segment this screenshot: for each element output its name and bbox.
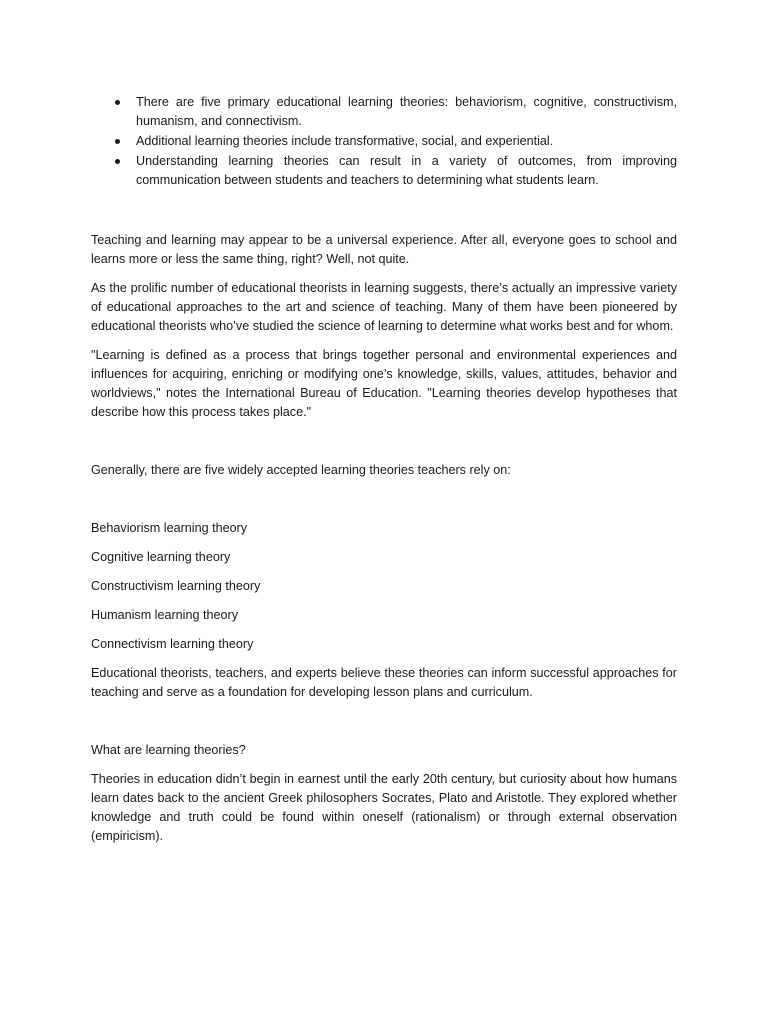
theory-item: Constructivism learning theory (91, 579, 261, 593)
bullet-item (91, 93, 677, 131)
key-points-list (91, 93, 677, 190)
document-body (91, 93, 677, 846)
history-paragraph: Theories in education didn’t begin in earnest until the early 20th century, but curiosity about how humans learn dates back to the ancient Greek philosophers Socrates, Plato and Aristotle. They explored whether knowledge and truth could be found within oneself (rationalism) or through external observation (empiricism). (91, 772, 677, 843)
theory-item: Cognitive learning theory (91, 550, 231, 564)
theorists-paragraph: Educational theorists, teachers, and experts believe these theories can inform successful approaches for teaching and serve as a foundation for developing lesson plans and curriculum. (91, 666, 677, 699)
intro-paragraph: Teaching and learning may appear to be a universal experience. After all, everyone goes to school and learns more or less the same thing, right? Well, not quite. (91, 233, 677, 266)
variety-paragraph: As the prolific number of educational theorists in learning suggests, there’s actually an impressive variety of educational approaches to the art and science of teaching. Many of them have been pioneered by educational theorists who’ve studied the science of learning to determine what works best and for whom. (91, 281, 677, 333)
section-question: What are learning theories? (91, 743, 246, 757)
bullet-dot-icon (115, 159, 120, 164)
generally-paragraph: Generally, there are five widely accepted learning theories teachers rely on: (91, 463, 511, 477)
bullet-item (91, 132, 677, 151)
bullet-text: Additional learning theories include transformative, social, and experiential. (136, 134, 554, 148)
bullet-item (91, 152, 677, 190)
quote-paragraph: "Learning is defined as a process that brings together personal and environmental experiences and influences for acquiring, enriching or modifying one’s knowledge, skills, values, attitudes, behavior and worldviews," notes the International Bureau of Education. "Learning theories develop hypotheses that describe how this process takes place." (91, 348, 677, 419)
bullet-dot-icon (115, 139, 120, 144)
bullet-text: Understanding learning theories can result in a variety of outcomes, from improving communication between students and teachers to determining what students learn. (136, 154, 677, 187)
bullet-text: There are five primary educational learning theories: behaviorism, cognitive, constructivism, humanism, and connectivism. (136, 95, 677, 128)
theory-item: Behaviorism learning theory (91, 521, 248, 535)
bullet-dot-icon (115, 100, 120, 105)
theory-item: Humanism learning theory (91, 608, 238, 622)
theory-item: Connectivism learning theory (91, 637, 254, 651)
